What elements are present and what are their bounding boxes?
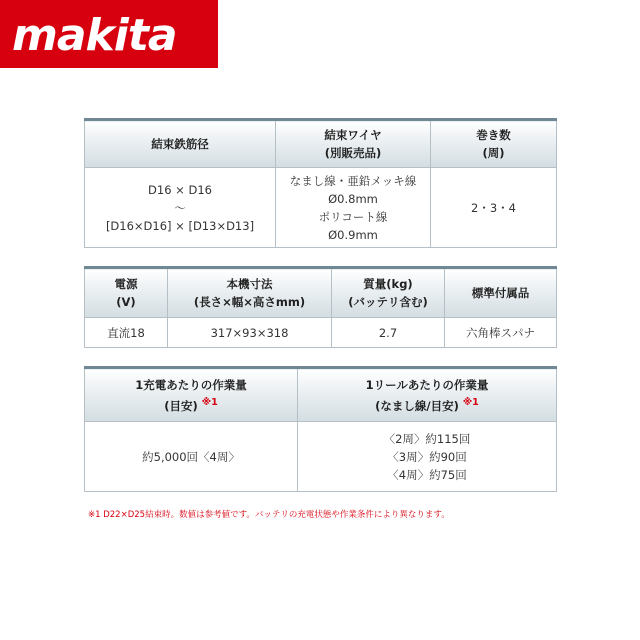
cell-power-source: 直流18	[85, 318, 168, 348]
cell-per-charge: 約5,000回〈4周〉	[85, 422, 298, 492]
wire-spec-table	[84, 118, 557, 248]
cell-rebar-diameter: D16 × D16 〜 [D16×D16] × [D13×D13]	[85, 168, 276, 248]
cell-binding-wire: なまし線・亜鉛メッキ線 Ø0.8mm ポリコート線 Ø0.9mm	[276, 168, 431, 248]
cell-accessories: 六角棒スパナ	[445, 318, 557, 348]
footnote: ※1 D22×D25結束時。数値は参考値です。バッテリの充電状態や作業条件により異なります。	[88, 510, 450, 520]
machine-spec-header-row	[85, 268, 557, 318]
wire-spec-row	[85, 168, 557, 248]
wire-spec-header-row	[85, 120, 557, 168]
workload-row	[85, 422, 557, 492]
cell-dimensions: 317×93×318	[168, 318, 332, 348]
header-weight: 質量(kg) (バッテリ含む)	[332, 268, 445, 318]
header-wrap-count: 巻き数 (周)	[431, 120, 557, 168]
header-rebar-diameter: 結束鉄筋径	[85, 120, 276, 168]
machine-spec-table	[84, 266, 557, 348]
workload-header-row	[85, 368, 557, 422]
machine-spec-row	[85, 318, 557, 348]
header-dimensions: 本機寸法 (長さ×幅×高さmm)	[168, 268, 332, 318]
logo-text: makita	[12, 10, 177, 61]
cell-wrap-count: 2・3・4	[431, 168, 557, 248]
workload-table	[84, 366, 557, 492]
header-per-reel: 1リールあたりの作業量 (なまし線/目安) $^{※1}$	[298, 368, 557, 422]
footnote-marker: ※1	[462, 396, 479, 408]
footnote-marker: ※1	[201, 396, 218, 408]
header-per-charge: 1充電あたりの作業量 (目安) $^{※1}$	[85, 368, 298, 422]
cell-per-reel: 〈2周〉約115回 〈3周〉約90回 〈4周〉約75回	[298, 422, 557, 492]
header-binding-wire: 結束ワイヤ (別販売品)	[276, 120, 431, 168]
header-accessories: 標準付属品	[445, 268, 557, 318]
header-power-source: 電源 (V)	[85, 268, 168, 318]
makita-logo	[0, 0, 218, 68]
cell-weight: 2.7	[332, 318, 445, 348]
